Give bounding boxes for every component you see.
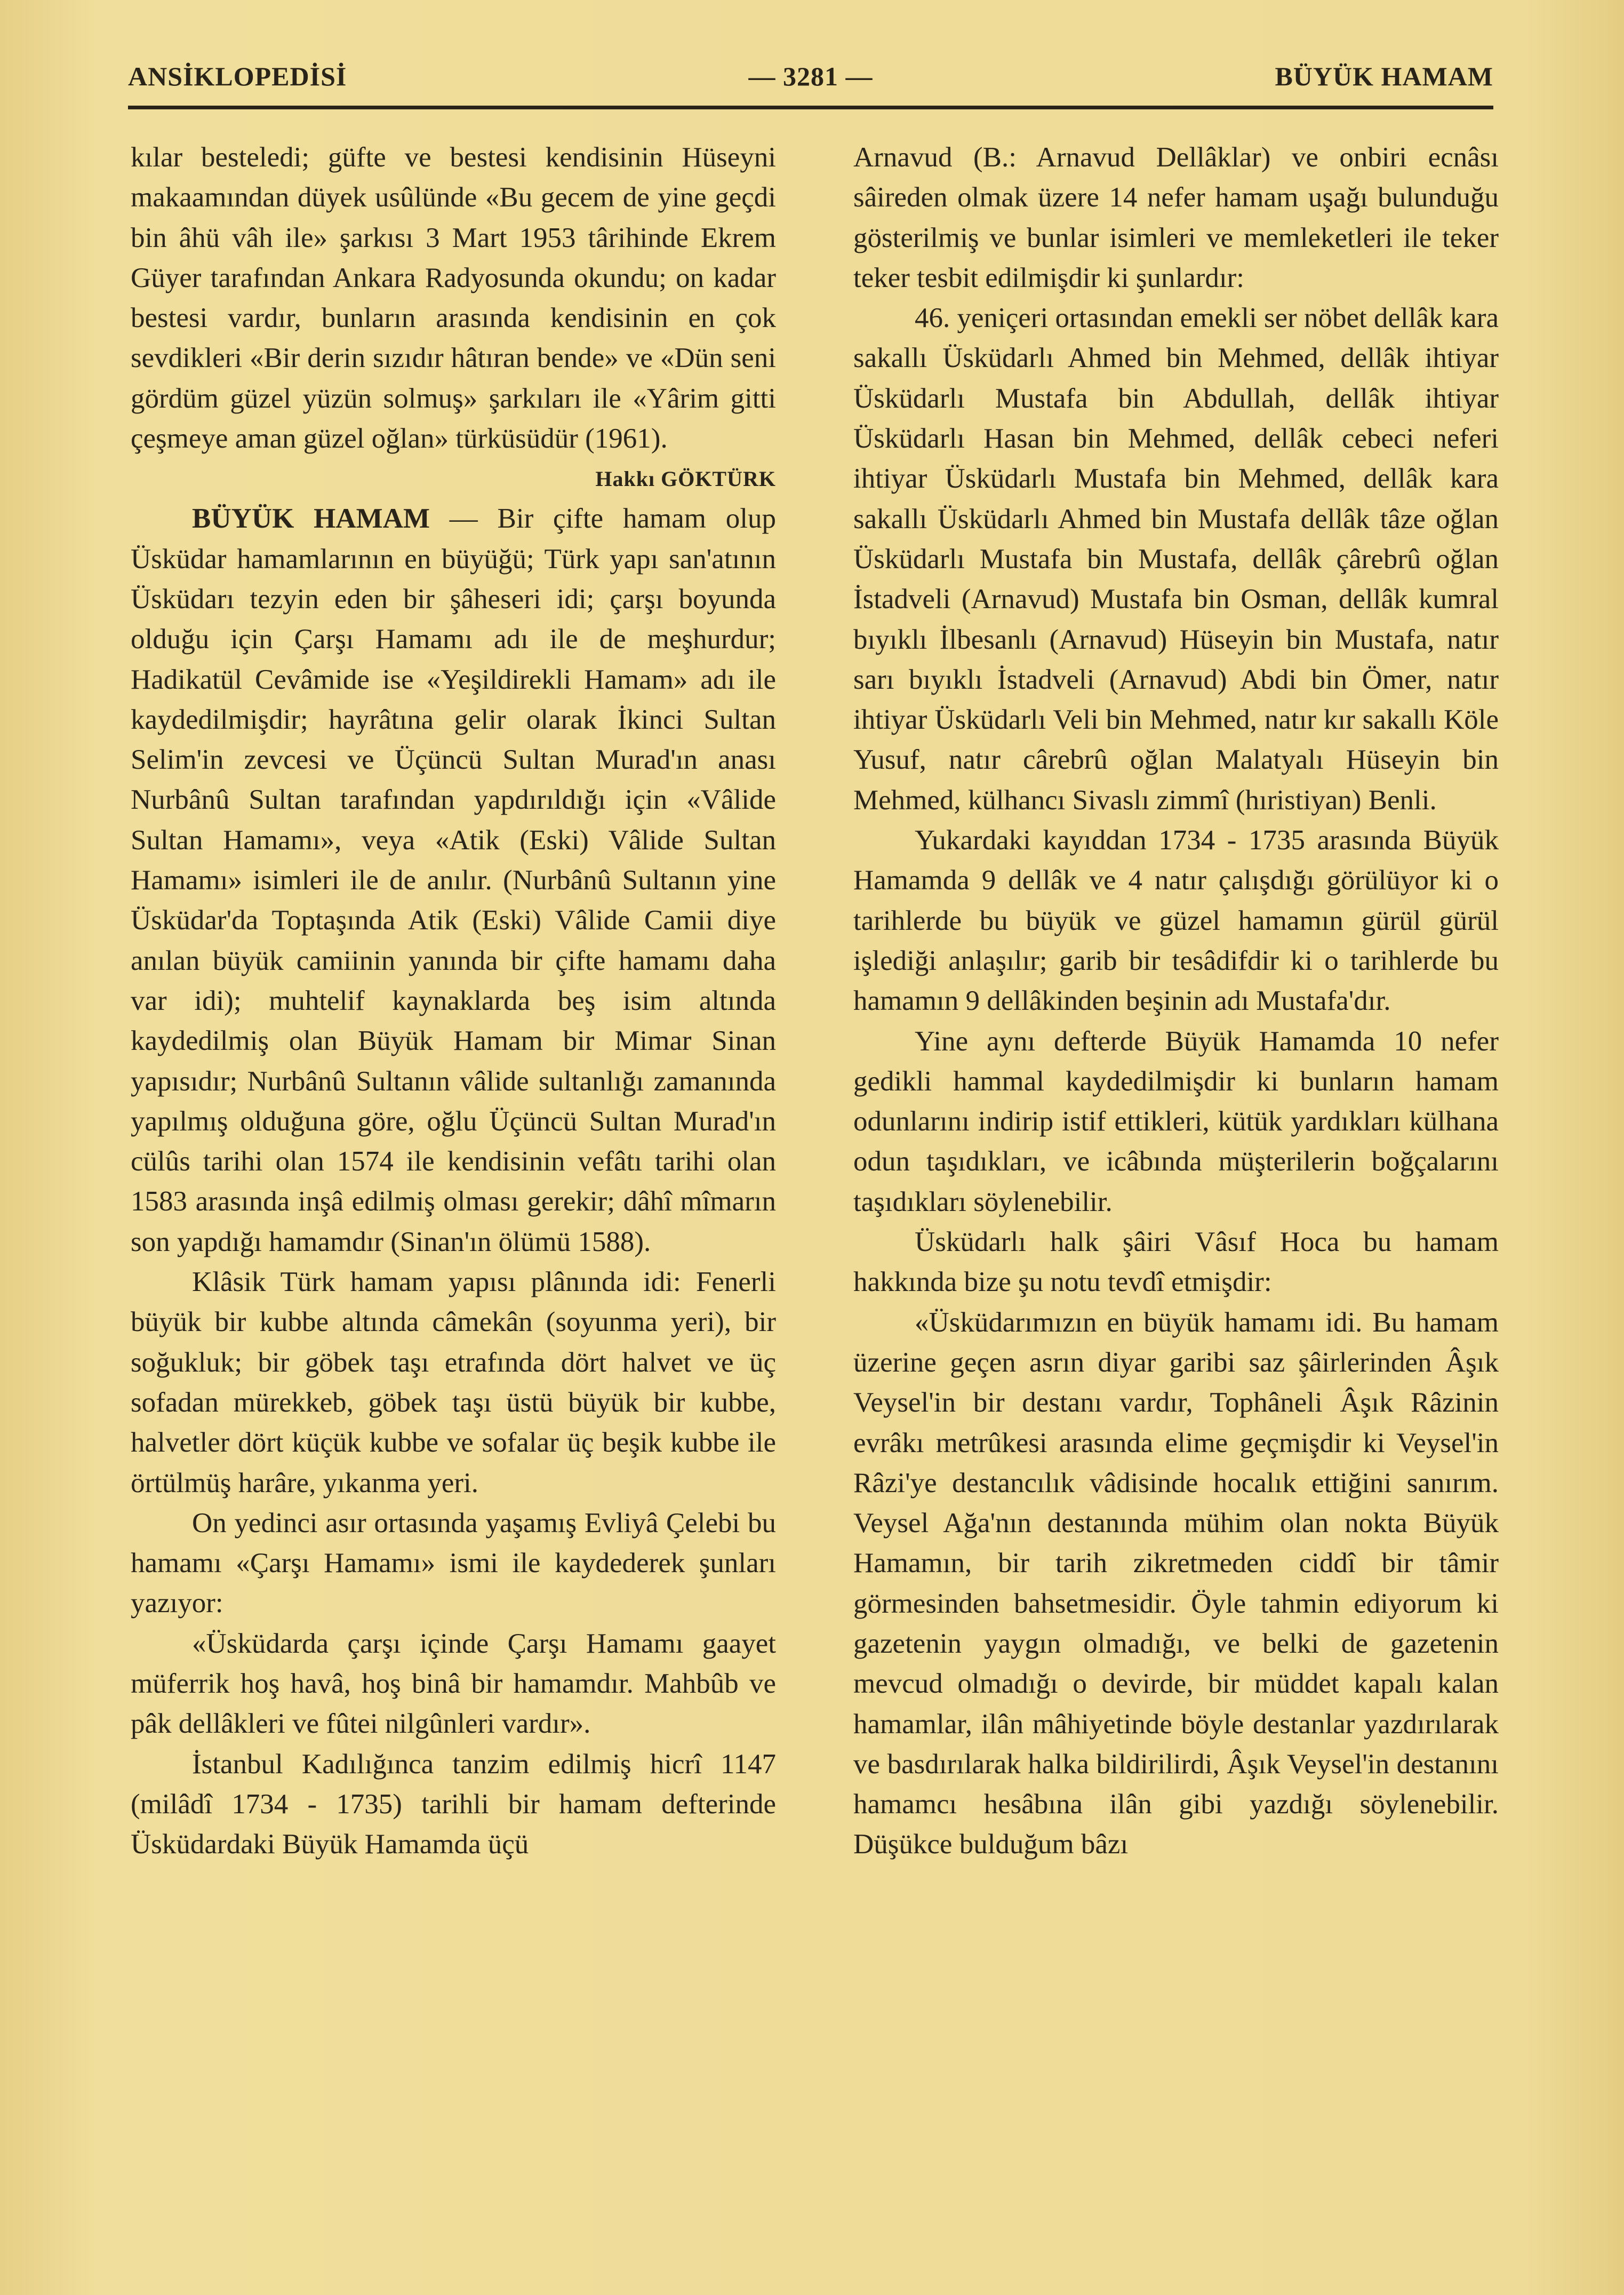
paragraph-porters: Yine aynı defterde Büyük Hamamda 10 nefer gedikli hammal kaydedilmişdir ki bunların hamam odunlarını indirip istif ettikleri, kütük yardıkları külhana odun taşıdıkları, ve icâbında müşterilerin boğçalarını taşıdıkları söylenebilir. (853, 1025, 1499, 1217)
paragraph-register-cont: Arnavud (B.: Arnavud Dellâklar) ve onbiri ecnâsı sâireden olmak üzere 14 nefer hamam uşağı bulunduğu gösterilmiş ve bunlar isimleri ve memleketleri ile teker teker tesbit edilmişdir ki şunlardır: (853, 142, 1499, 293)
header-rule (128, 106, 1493, 109)
right-column (853, 138, 1499, 1865)
paragraph-staff-count: Yukardaki kayıddan 1734 - 1735 arasında Büyük Hamamda 9 dellâk ve 4 natır çalışdığı görülüyor ki o tarihlerde bu büyük ve güzel hamamın gürül gürül işlediği anlaşılır; garib bir tesâdifdir ki o tarihlerde bu hamamın 9 dellâkinden beşinin adı Mustafa'dır. (853, 825, 1499, 1017)
paragraph-vasif-quote: «Üsküdarımızın en büyük hamamı idi. Bu hamam üzerine geçen asrın diyar garibi saz şâirlerinden Âşık Veysel'in bir destanı vardır, Tophâneli Âşık Râzinin evrâkı metrûkesi arasında elime geçmişdir ki Veysel'in Râzi'ye destancılık vâdisinde hocalık ettiğini sanırım. Veysel Ağa'nın destanında mühim olan nokta Büyük Hamamın, bir tarih zikretmeden ciddî bir tâmir görmesinden bahsetmesidir. Öyle tahmin ediyorum ki gazetenin yaygın olmadığı, ve belki de gazetenin mevcud olmadığı o devirde, bir müddet kapalı kalan hamamlar, ilân mâhiyetinde böyle destanlar yazdırılarak ve basdırılarak halka bildirilirdi, Âşık Veysel'in destanını hamamcı hesâbına ilân gibi yazdığı söylenebilir. Düşükce bulduğum bâzı (853, 1306, 1499, 1860)
header-publication-title: ANSİKLOPEDİSİ (128, 61, 347, 91)
entry-title: BÜYÜK HAMAM (192, 503, 430, 535)
paragraph-vasif-hoca: Üsküdarlı halk şâiri Vâsıf Hoca bu hamam hakkında bize şu notu tevdî etmişdir: (853, 1226, 1499, 1298)
left-column (131, 138, 776, 1864)
running-header (128, 53, 1493, 101)
page-number: — 3281 — (748, 61, 873, 91)
paragraph-evliya: On yedinci asır ortasında yaşamış Evliyâ Çelebi bu hamamı «Çarşı Hamamı» ismi ile kaydederek şunları yazıyor: (131, 1507, 776, 1619)
entry-intro-text: — Bir çifte hamam olup Üsküdar hamamlarının en büyüğü; Türk yapı san'atının Üsküdarı tezyin eden bir şâhеseri idi; çarşı boyunda olduğu için Çarşı Hamamı adı ile de meşhurdur; Hadikatül Cevâmide ise «Yeşildirekli Hamam» adı ile kaydedilmişdir; hayrâtına gelir olarak İkinci Sultan Selim'in zevcesi ve Üçüncü Sultan Murad'ın anası Nurbânû Sultan tarafından yapdırıldığı için «Vâlide Sultan Hamamı», veya «Atik (Eski) Vâlide Sultan Hamamı» isimleri ile de anılır. (Nurbânû Sultanın yine Üsküdar'da Toptaşında Atik (Eski) Vâlide Camii diye anılan büyük camiinin yanında bir çifte hamamı daha var idi); muhtelif kaynaklarda beş isim altında kaydedilmiş olan Büyük Hamam bir Mimar Sinan yapısıdır; Nurbânû Sultanın vâlide sultanlığı zamanında yapılmış olduğuna göre, oğlu Üçüncü Sultan Murad'ın cülûs tarihi olan 1574 ile kendisinin vefâtı tarihi olan 1583 arasında inşâ edilmiş olması gerekir; dâhî mîmarın son yapdığı hamamdır (Sinan'ın ölümü 1588). (131, 503, 776, 1257)
paragraph-staff-list: 46. yeniçeri ortasından emekli ser nöbet dellâk kara sakallı Üsküdarlı Ahmed bin Mehmed, dellâk ihtiyar Üsküdarlı Mustafa bin Abdullah, dellâk ihtiyar Üsküdarlı Hasan bin Mehmed, dellâk cebeci neferi ihtiyar Üsküdarlı Mustafa bin Mehmed, dellâk kara sakallı Üsküdarlı Ahmed bin Mustafa dellâk tâze oğlan Üsküdarlı Mustafa bin Mustafa, dellâk çârebrû oğlan İstadveli (Arnavud) Mustafa bin Osman, dellâk kumral bıyıklı İlbesanlı (Arnavud) Hüseyin bin Mustafa, natır sarı bıyıklı İstadveli (Arnavud) Abdi bin Ömer, natır ihtiyar Üsküdarlı Veli bin Mehmed, natır kır sakallı Köle Yusuf, natır cârebrû oğlan Malatyalı Hüseyin bin Mehmed, külhancı Sivaslı zimmî (hıristiyan) Benli. (853, 302, 1499, 816)
paragraph-entry-intro (131, 499, 776, 1262)
paragraph-evliya-quote: «Üsküdarda çarşı içinde Çarşı Hamamı gaayet müferrik hoş havâ, hoş binâ bir hamamdır. Mahbûb ve pâk dellâkleri ve fûtei nilgûnleri vardır». (131, 1628, 776, 1740)
author-signature: Hakkı GÖKTÜRK (595, 467, 776, 491)
paragraph-register: İstanbul Kadılığınca tanzim edilmiş hicrî 1147 (milâdî 1734 - 1735) tarihli bir hamam defterinde Üsküdardaki Büyük Hamamda üçü (131, 1748, 776, 1860)
paragraph-biography-end: kılar besteledi; güfte ve bestesi kendisinin Hüseyni makaamından düyek usûlünde «Bu gecem de yine geçdi bin âhü vâh ile» şarkısı 3 Mart 1953 târihinde Ekrem Güyer tarafından Ankara Radyosunda okundu; on kadar bestesi vardır, bunların arasında kendisinin en çok sevdikleri «Bir derin sızıdır hâtıran bende» ve «Dün seni gördüm güzel yüzün solmuş» şarkıları ile «Yârim gitti çeşmeye aman güzel oğlan» türküsüdür (1961). (131, 142, 776, 455)
header-entry-title: BÜYÜK HAMAM (1275, 61, 1493, 91)
paragraph-plan: Klâsik Türk hamam yapısı plânında idi: Fenerli büyük bir kubbe altında câmekân (soyunma yeri), bir soğukluk; bir göbek taşı etrafında dört halvet ve üç sofadan mürekkeb, göbek taşı üstü büyük bir kubbe, halvetler dört küçük kubbe ve sofalar üç beşik kubbe ile örtülmüş harâre, yıkanma yeri. (131, 1266, 776, 1499)
